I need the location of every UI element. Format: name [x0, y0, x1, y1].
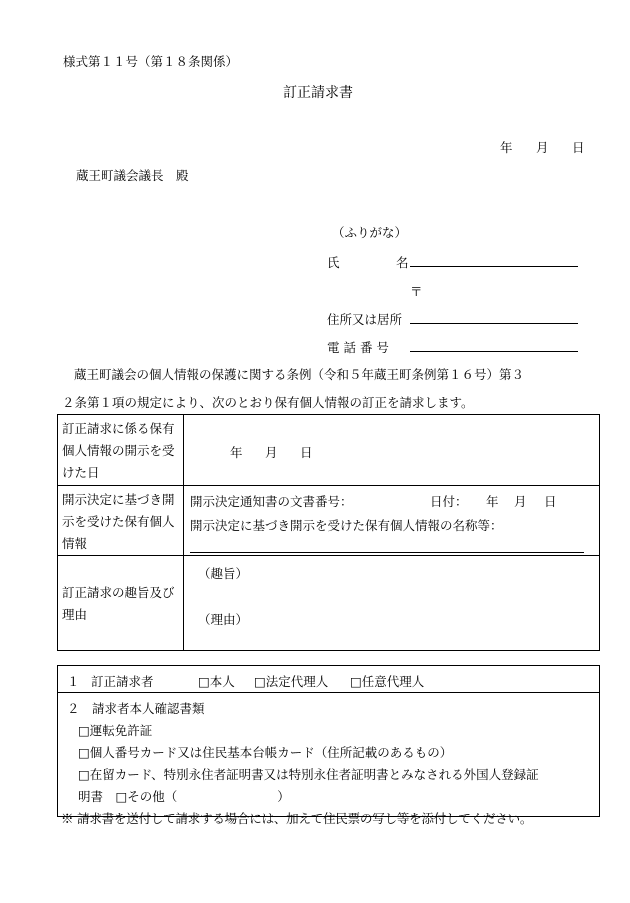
purpose-reason-cell[interactable]: [184, 556, 600, 651]
id-doc-residence-card-checkbox[interactable]: □在留カード、特別永住者証明書又は特別永住者証明書とみなされる外国人登録証: [78, 767, 539, 782]
document-title: 訂正請求書: [283, 85, 353, 101]
disclosed-info-label-cell: [58, 486, 184, 556]
address-label: 住所又は居所: [327, 312, 403, 327]
reason-label: （理由）: [198, 612, 249, 627]
info-name-field[interactable]: [190, 552, 584, 553]
name-label-2: 名: [396, 255, 409, 270]
disclosure-day-label: 日: [300, 445, 313, 460]
request-details-table: [57, 414, 600, 651]
notice-month-label: 月: [514, 494, 527, 509]
disclosure-year-label: 年: [230, 445, 243, 460]
id-doc-mynumber-checkbox[interactable]: □個人番号カード又は住民基本台帳カード（住所記載のあるもの）: [78, 745, 453, 760]
table-row: [58, 666, 600, 693]
submission-note: ※ 請求書を送付して請求する場合には、加えて住民票の写し等を添付してください。: [61, 811, 533, 826]
address-field[interactable]: [410, 323, 578, 324]
id-docs-cell: [58, 693, 600, 826]
info-name-label: 開示決定に基づき開示を受けた保有個人情報の名称等：: [190, 518, 503, 533]
name-field[interactable]: [410, 266, 578, 267]
requester-self-checkbox[interactable]: □本人: [198, 674, 235, 689]
postal-mark: 〒: [410, 284, 423, 299]
notice-day-label: 日: [544, 494, 557, 509]
id-docs-heading: ２ 請求者本人確認書類: [67, 701, 205, 716]
disclosure-month-label: 月: [265, 445, 278, 460]
requester-number: １: [67, 674, 80, 689]
form-number: 様式第１１号（第１８条関係）: [63, 54, 239, 69]
doc-number-label: 開示決定通知書の文書番号：: [190, 494, 353, 509]
requester-table: [57, 665, 600, 826]
requester-label: 訂正請求者: [91, 674, 154, 689]
phone-field[interactable]: [410, 351, 578, 352]
date-day-label: 日: [572, 140, 585, 155]
furigana-label: （ふりがな）: [332, 225, 408, 240]
date-month-label: 月: [536, 140, 549, 155]
requester-legal-agent-checkbox[interactable]: □法定代理人: [254, 674, 329, 689]
intro-line-2: ２条第１項の規定により、次のとおり保有個人情報の訂正を請求します。: [62, 395, 474, 410]
disclosure-date-cell[interactable]: [184, 415, 600, 486]
date-year-label: 年: [500, 140, 513, 155]
purpose-reason-label: 訂正請求の趣旨及び理由: [62, 585, 175, 622]
phone-label: 電 話 番 号: [327, 340, 389, 355]
addressee: 蔵王町議会議長 殿: [76, 168, 189, 183]
table-row: [58, 486, 600, 556]
id-doc-license-checkbox[interactable]: □運転免許証: [78, 723, 153, 738]
purpose-reason-label-cell: [58, 556, 184, 651]
table-row: [58, 693, 600, 817]
intro-line-1: 蔵王町議会の個人情報の保護に関する条例（令和５年蔵王町条例第１６号）第３: [74, 367, 525, 382]
notice-year-label: 年: [486, 494, 499, 509]
disclosure-date-label-cell: [58, 415, 184, 486]
name-label-1: 氏: [327, 255, 340, 270]
purpose-label: （趣旨）: [198, 566, 249, 581]
id-doc-other-checkbox[interactable]: 明書 □その他（ ）: [78, 789, 290, 804]
disclosure-date-label: 訂正請求に係る保有個人情報の開示を受けた日: [62, 421, 175, 480]
disclosed-info-cell: [184, 486, 600, 556]
table-row: [58, 415, 600, 486]
requester-type-cell: [58, 666, 600, 693]
table-row: [58, 556, 600, 651]
disclosed-info-label: 開示決定に基づき開示を受けた保有個人情報: [62, 492, 175, 551]
notice-date-label: 日付：: [430, 494, 468, 509]
requester-voluntary-agent-checkbox[interactable]: □任意代理人: [350, 674, 425, 689]
